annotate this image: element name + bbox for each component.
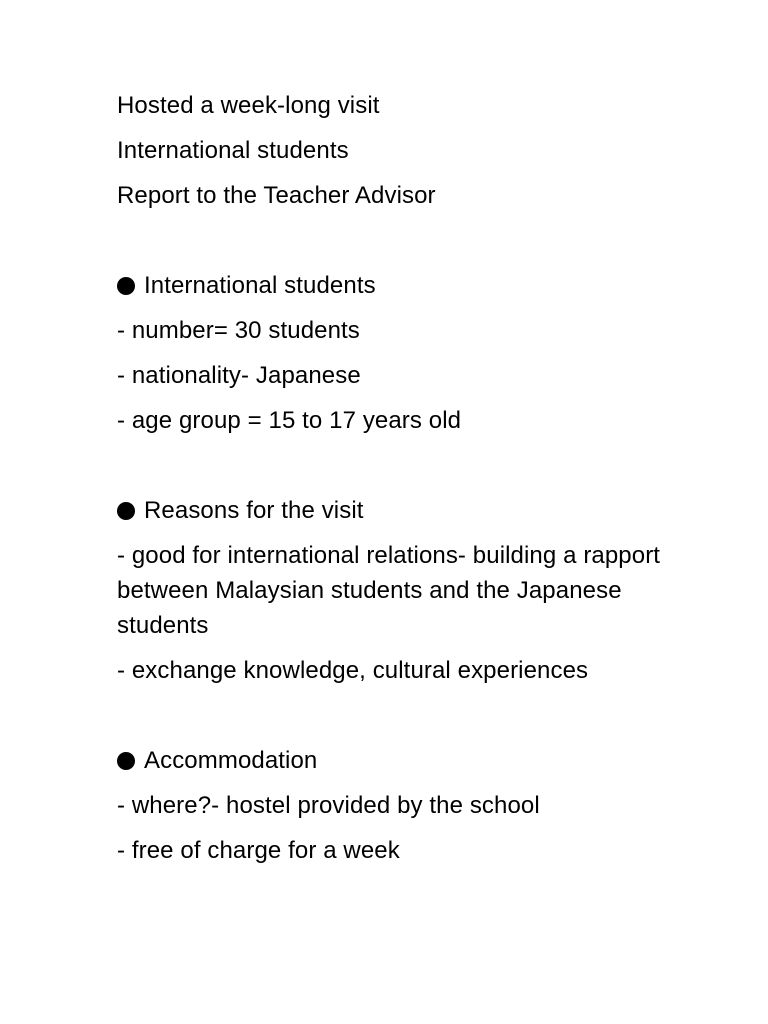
spacer bbox=[117, 223, 677, 268]
list-item: - free of charge for a week bbox=[117, 837, 400, 864]
list-item: - good for international relations- building a rapport between Malaysian students and the Japanese students bbox=[117, 542, 661, 639]
notes-content bbox=[117, 88, 677, 878]
bullet-icon bbox=[117, 277, 135, 295]
intro-line-report: Report to the Teacher Advisor bbox=[117, 182, 436, 209]
list-item: - nationality- Japanese bbox=[117, 362, 361, 389]
section-heading-international-students bbox=[117, 268, 677, 303]
section-heading-label: Accommodation bbox=[144, 747, 318, 774]
spacer bbox=[117, 698, 677, 743]
section-heading-label: Reasons for the visit bbox=[144, 497, 364, 524]
list-item: - number= 30 students bbox=[117, 317, 360, 344]
intro-line-visit: Hosted a week-long visit bbox=[117, 92, 380, 119]
bullet-icon bbox=[117, 752, 135, 770]
list-item: - where?- hostel provided by the school bbox=[117, 792, 540, 819]
section-heading-label: International students bbox=[144, 272, 376, 299]
intro-line-students: International students bbox=[117, 137, 349, 164]
list-item: - age group = 15 to 17 years old bbox=[117, 407, 462, 434]
section-heading-reasons bbox=[117, 493, 677, 528]
list-item: - exchange knowledge, cultural experiences bbox=[117, 657, 589, 684]
bullet-icon bbox=[117, 502, 135, 520]
section-heading-accommodation bbox=[117, 743, 677, 778]
spacer bbox=[117, 448, 677, 493]
